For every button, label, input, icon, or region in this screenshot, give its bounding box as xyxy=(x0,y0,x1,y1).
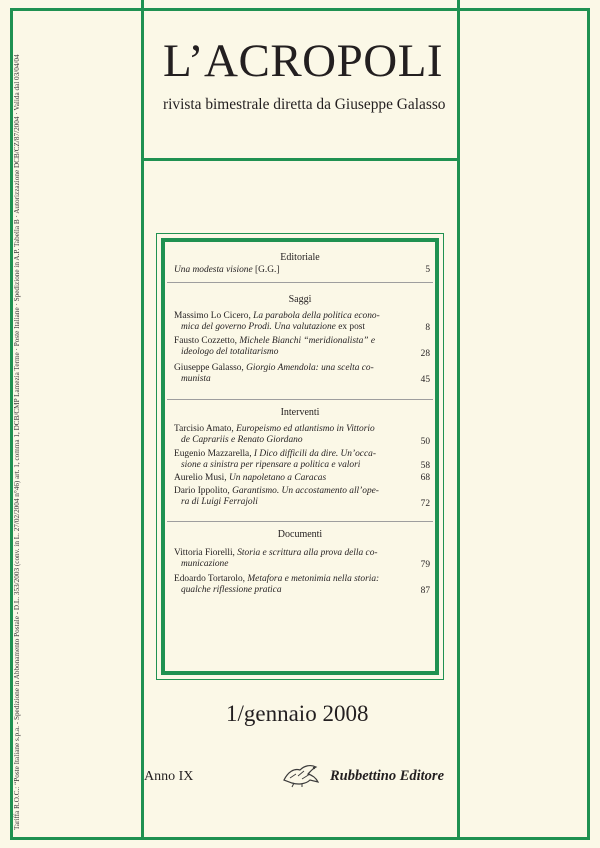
section-heading-editoriale: Editoriale xyxy=(280,252,320,263)
frame-rule-middle xyxy=(141,158,460,161)
page-number: 87 xyxy=(420,586,430,596)
section-heading-interventi: Interventi xyxy=(280,407,320,418)
journal-subtitle: rivista bimestrale diretta da Giuseppe Galasso xyxy=(163,96,446,113)
frame-rule-left-lower xyxy=(141,158,144,840)
frame-rule-left xyxy=(141,0,144,161)
section-heading-saggi: Saggi xyxy=(288,294,312,305)
toc-entry: Dario Ippolito, Garantismo. Un accostamento all’ope- ra di Luigi Ferrajoli xyxy=(174,486,379,508)
section-divider xyxy=(167,282,433,283)
issue-date: 1/gennaio 2008 xyxy=(226,701,369,726)
volume-year: Anno IX xyxy=(144,769,194,784)
page-number: 45 xyxy=(420,375,430,385)
section-divider xyxy=(167,521,433,522)
publisher-logo-icon xyxy=(280,758,322,788)
toc-entry: Tarcisio Amato, Europeismo ed atlantismo in Vittorio de Caprariis e Renato Giordano xyxy=(174,424,375,446)
toc-entry: Massimo Lo Cicero, La parabola della politica econo- mica del governo Prodi. Una valutazione ex post xyxy=(174,311,380,333)
publisher-name: Rubbettino Editore xyxy=(330,768,445,784)
postal-sidebar xyxy=(0,18,29,838)
page-number: 58 xyxy=(420,461,430,471)
page-number: 72 xyxy=(420,499,430,509)
page-number: 50 xyxy=(420,437,430,447)
page-number: 68 xyxy=(420,473,430,483)
toc-entry: Aurelio Musi, Un napoletano a Caracas xyxy=(174,473,327,483)
section-heading-documenti: Documenti xyxy=(277,529,323,540)
toc-entry: Giuseppe Galasso, Giorgio Amendola: una scelta co- munista xyxy=(174,363,374,385)
frame-rule-right xyxy=(457,0,460,161)
toc-entry: Vittoria Fiorelli, Storia e scrittura alla prova della co- municazione xyxy=(174,548,378,570)
page-number: 79 xyxy=(420,560,430,570)
toc-entry: Fausto Cozzetto, Michele Bianchi “meridionalista” e ideologo del totalitarismo xyxy=(174,336,376,358)
page-number: 5 xyxy=(425,265,430,275)
section-divider xyxy=(167,399,433,400)
toc-entry: Eugenio Mazzarella, I Dico difficili da dire. Un’occa- sione a sinistra per ripensare a politica e valori xyxy=(174,449,376,471)
toc-entry: Una modesta visione [G.G.] xyxy=(174,265,280,275)
frame-rule-right-lower xyxy=(457,158,460,840)
page-number: 28 xyxy=(420,349,430,359)
table-of-contents xyxy=(161,238,439,675)
page-number: 8 xyxy=(425,323,430,333)
journal-title: L’ACROPOLI xyxy=(163,35,444,87)
toc-entry: Edoardo Tortarolo, Metafora e metonimia nella storia: qualche riflessione pratica xyxy=(174,574,380,596)
postal-notice: Tariffa R.O.C.: “Poste Italiane s.p.a. - Spedizione in Abbonamento Postale - D.L. 353/2003 (conv. in L. 27/02/2004 n°46) art. 1, comma 1, DCB/CMP Lamezia Terme · Poste Italiane · Spedizione in A.P. Tabella B · Autorizzazione DCB/CZ/87/2004 · Valida dal 03/04/04 xyxy=(13,54,21,830)
